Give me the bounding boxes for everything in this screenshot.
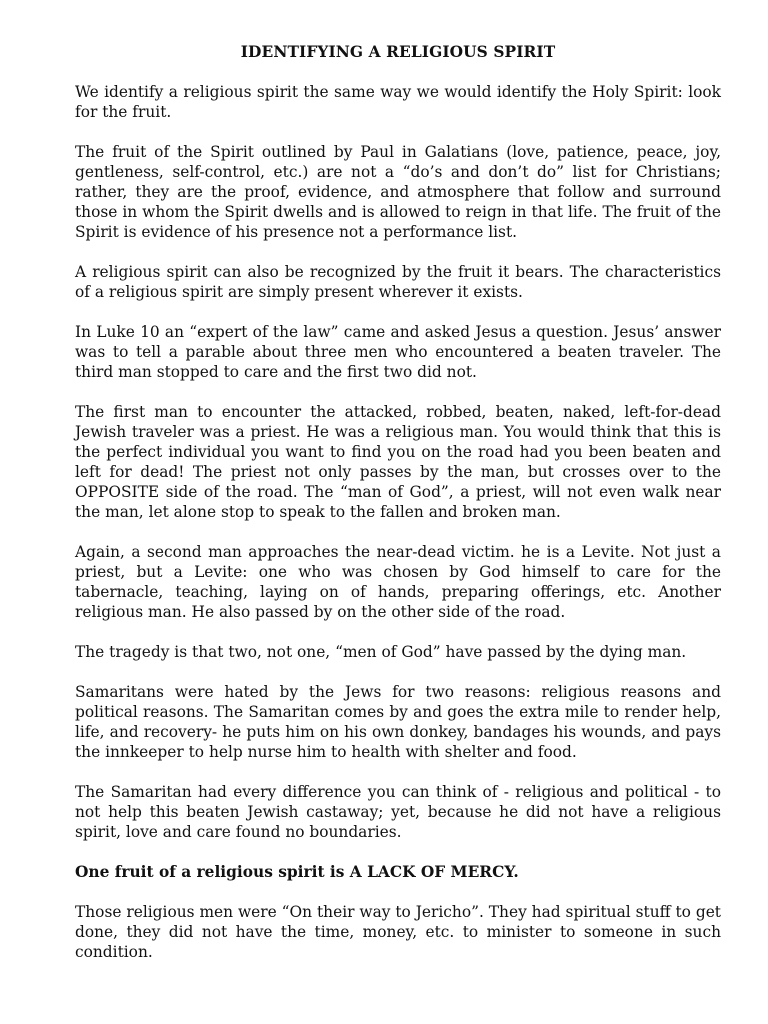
paragraph-priest: The first man to encounter the attacked, robbed, beaten, naked, left-for-dead Jewish traveler was a priest. He was a religious man. You would think that this is the perfect individual you want to find you on the road had you been beaten and left for dead! The priest not only passes by the man, but crosses over to the OPPOSITE side of the road. The “man of God”, a priest, will not even walk near the man, let alone stop to speak to the fallen and broken man. bbox=[75, 403, 721, 521]
paragraph-lack-of-mercy: One fruit of a religious spirit is A LACK OF MERCY. bbox=[75, 863, 519, 881]
paragraph-levite: Again, a second man approaches the near-dead victim. he is a Levite. Not just a priest, but a Levite: one who was chosen by God himself to care for the tabernacle, teaching, laying on of hands, preparing offerings, etc. Another religious man. He also passed by on the other side of the road. bbox=[75, 543, 721, 621]
document-title: IDENTIFYING A RELIGIOUS SPIRIT bbox=[240, 43, 556, 61]
paragraph-jericho: Those religious men were “On their way to Jericho”. They had spiritual stuff to get done, they did not have the time, money, etc. to minister to someone in such condition. bbox=[75, 903, 721, 961]
paragraph-samaritans: Samaritans were hated by the Jews for two reasons: religious reasons and political reasons. The Samaritan comes by and goes the extra mile to render help, life, and recovery- he puts him on his own donkey, bandages his wounds, and pays the innkeeper to help nurse him to health with shelter and food. bbox=[75, 683, 721, 761]
paragraph-fruit-of-spirit: The fruit of the Spirit outlined by Paul in Galatians (love, patience, peace, joy, gentleness, self-control, etc.) are not a “do’s and don’t do” list for Christians; rather, they are the proof, evidence, and atmosphere that follow and surround those in whom the Spirit dwells and is allowed to reign in that life. The fruit of the Spirit is evidence of his presence not a performance list. bbox=[75, 143, 721, 241]
paragraph-luke-10: In Luke 10 an “expert of the law” came and asked Jesus a question. Jesus’ answer was to tell a parable about three men who encountered a beaten traveler. The third man stopped to care and the first two did not. bbox=[75, 323, 721, 381]
paragraph-tragedy: The tragedy is that two, not one, “men of God” have passed by the dying man. bbox=[75, 643, 687, 661]
paragraph-recognized-by-fruit: A religious spirit can also be recognized by the fruit it bears. The characteristics of a religious spirit are simply present wherever it exists. bbox=[75, 263, 721, 301]
document-page bbox=[75, 42, 721, 962]
paragraph-samaritan-difference: The Samaritan had every difference you can think of - religious and political - to not help this beaten Jewish castaway; yet, because he did not have a religious spirit, love and care found no boundaries. bbox=[75, 783, 721, 841]
paragraph-look-for-fruit: We identify a religious spirit the same way we would identify the Holy Spirit: look for the fruit. bbox=[75, 83, 721, 121]
